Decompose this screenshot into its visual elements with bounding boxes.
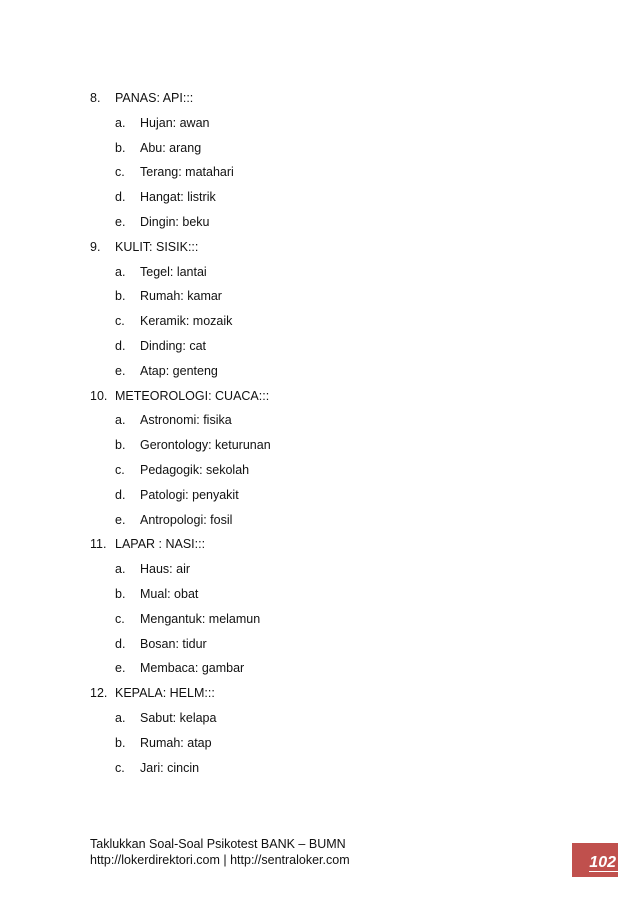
option-row [90, 311, 590, 336]
option-row [90, 584, 590, 609]
option-text: Tegel: lantai [140, 264, 207, 279]
option-letter: d. [115, 190, 126, 205]
option-letter: c. [115, 165, 125, 180]
option-text: Hujan: awan [140, 115, 210, 130]
option-letter: a. [115, 264, 126, 279]
option-row [90, 262, 590, 287]
page-number-badge [572, 843, 618, 877]
option-text: Gerontology: keturunan [140, 438, 271, 453]
option-letter: b. [115, 289, 126, 304]
question-row [90, 88, 590, 113]
option-row [90, 212, 590, 237]
option-row [90, 361, 590, 386]
option-letter: a. [115, 562, 126, 577]
option-text: Mengantuk: melamun [140, 611, 261, 626]
question-list [90, 88, 590, 782]
option-row [90, 138, 590, 163]
option-letter: c. [115, 611, 125, 626]
option-text: Bosan: tidur [140, 636, 207, 651]
question-row [90, 386, 590, 411]
option-row [90, 435, 590, 460]
option-text: Dingin: beku [140, 214, 210, 229]
footer-links: http://lokerdirektori.com | http://sentraloker.com [90, 853, 350, 867]
option-letter: e. [115, 363, 126, 378]
option-letter: a. [115, 413, 126, 428]
option-text: Dinding: cat [140, 338, 207, 353]
option-row [90, 187, 590, 212]
option-letter: c. [115, 314, 125, 329]
question-row [90, 237, 590, 262]
footer [90, 836, 350, 868]
option-letter: b. [115, 586, 126, 601]
question-row [90, 683, 590, 708]
option-row [90, 634, 590, 659]
question-text: KULIT: SISIK::: [115, 239, 199, 254]
option-row [90, 162, 590, 187]
option-text: Jari: cincin [140, 760, 200, 775]
option-letter: e. [115, 512, 126, 527]
question-row [90, 534, 590, 559]
option-row [90, 286, 590, 311]
option-letter: d. [115, 338, 126, 353]
option-row [90, 113, 590, 138]
option-text: Patologi: penyakit [140, 487, 239, 502]
option-text: Terang: matahari [140, 165, 234, 180]
option-row [90, 609, 590, 634]
option-text: Hangat: listrik [140, 190, 216, 205]
option-row [90, 733, 590, 758]
option-text: Antropologi: fosil [140, 512, 233, 527]
option-letter: a. [115, 710, 126, 725]
option-text: Pedagogik: sekolah [140, 462, 250, 477]
question-text: KEPALA: HELM::: [115, 686, 215, 701]
option-letter: b. [115, 438, 126, 453]
option-text: Rumah: kamar [140, 289, 222, 304]
option-row [90, 758, 590, 783]
option-letter: c. [115, 760, 125, 775]
option-letter: e. [115, 661, 126, 676]
option-text: Abu: arang [140, 140, 202, 155]
question-text: PANAS: API::: [115, 91, 194, 105]
option-row [90, 510, 590, 535]
option-text: Rumah: atap [140, 735, 212, 750]
option-letter: b. [115, 735, 126, 750]
option-row [90, 485, 590, 510]
option-letter: d. [115, 487, 126, 502]
option-text: Mual: obat [140, 586, 199, 601]
option-row [90, 658, 590, 683]
option-row [90, 460, 590, 485]
option-text: Membaca: gambar [140, 661, 245, 676]
question-number: 8. [90, 91, 101, 105]
option-row [90, 410, 590, 435]
option-text: Astronomi: fisika [140, 413, 232, 428]
question-number: 9. [90, 239, 101, 254]
question-number: 12. [90, 686, 108, 701]
option-text: Atap: genteng [140, 363, 218, 378]
footer-title: Taklukkan Soal-Soal Psikotest BANK – BUMN [90, 837, 346, 851]
question-text: LAPAR : NASI::: [115, 537, 206, 552]
question-text: METEOROLOGI: CUACA::: [115, 388, 270, 403]
option-letter: c. [115, 462, 125, 477]
question-number: 10. [90, 388, 108, 403]
option-row [90, 336, 590, 361]
page-number: 102 [589, 854, 616, 871]
option-text: Sabut: kelapa [140, 710, 217, 725]
option-row [90, 559, 590, 584]
option-letter: b. [115, 140, 126, 155]
option-text: Keramik: mozaik [140, 314, 233, 329]
option-row [90, 708, 590, 733]
question-number: 11. [90, 537, 107, 552]
option-letter: e. [115, 214, 126, 229]
option-letter: a. [115, 115, 126, 130]
option-text: Haus: air [140, 562, 191, 577]
option-letter: d. [115, 636, 126, 651]
